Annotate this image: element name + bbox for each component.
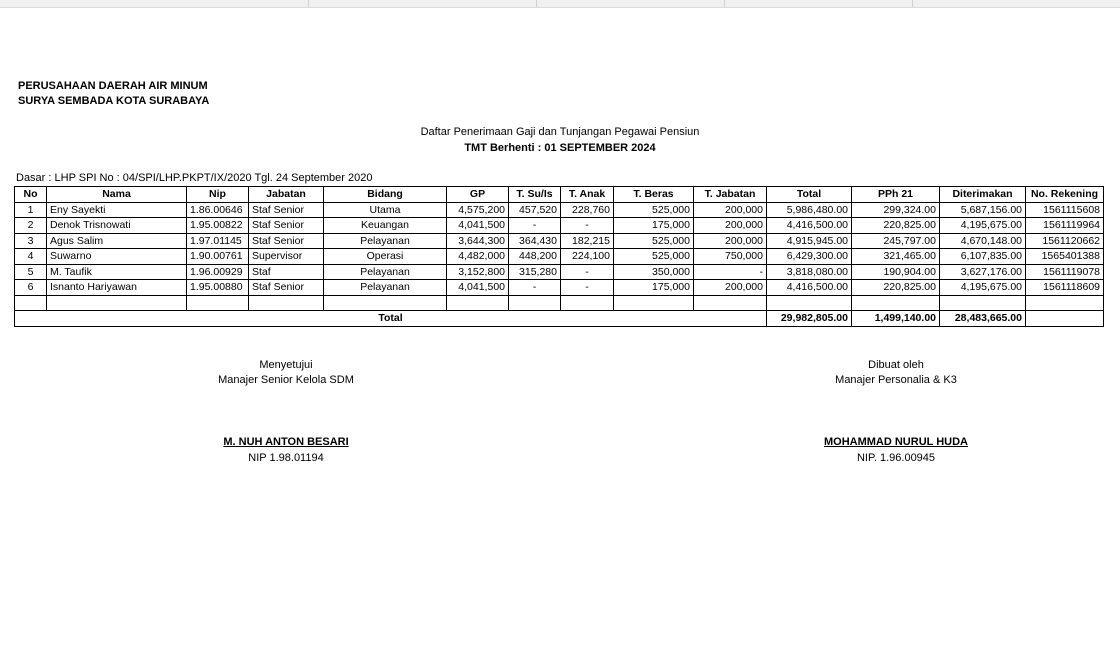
cell-t-beras: 175,000 (614, 280, 694, 296)
cell-nama: Suwarno (47, 249, 187, 265)
cell-bidang: Pelayanan (324, 264, 447, 280)
cell-jabatan: Staf Senior (249, 218, 324, 234)
cell-t-beras: 350,000 (614, 264, 694, 280)
cell-total: 4,416,500.00 (767, 218, 852, 234)
cell-nama: Eny Sayekti (47, 202, 187, 218)
cell-t-anak: - (561, 280, 614, 296)
cell-pph21: 190,904.00 (852, 264, 940, 280)
table-row (15, 264, 1104, 280)
col-header-gp: GP (447, 187, 509, 203)
col-header-pph21: PPh 21 (852, 187, 940, 203)
col-header-nama: Nama (47, 187, 187, 203)
cell-pph21: 321,465.00 (852, 249, 940, 265)
cell-t-anak: - (561, 264, 614, 280)
cell-jabatan: Staf Senior (249, 280, 324, 296)
cell-diterimakan: 4,195,675.00 (940, 280, 1026, 296)
cell-t-su-is: 315,280 (509, 264, 561, 280)
cell-total: 3,818,080.00 (767, 264, 852, 280)
col-header-t-beras: T. Beras (614, 187, 694, 203)
approver-nip: NIP 1.98.01194 (248, 452, 324, 464)
cell-t-jabatan: 200,000 (694, 233, 767, 249)
cell-diterimakan: 6,107,835.00 (940, 249, 1026, 265)
cell-total: 6,429,300.00 (767, 249, 852, 265)
cell-jabatan: Staf Senior (249, 202, 324, 218)
col-header-diterimakan: Diterimakan (940, 187, 1026, 203)
table-row (15, 249, 1104, 265)
cell-no-rekening: 1561119964 (1026, 218, 1104, 234)
preparer-nip: NIP. 1.96.00945 (856, 452, 936, 464)
cell-gp: 4,041,500 (447, 280, 509, 296)
cell-total: 4,915,945.00 (767, 233, 852, 249)
table-row (15, 280, 1104, 296)
cell-nip: 1.95.00880 (187, 280, 249, 296)
col-header-t-jabatan: T. Jabatan (694, 187, 767, 203)
col-header-jabatan: Jabatan (249, 187, 324, 203)
cell-nip: 1.97.01145 (187, 233, 249, 249)
cell-pph21: 220,825.00 (852, 218, 940, 234)
cell-nama: M. Taufik (47, 264, 187, 280)
cell-t-anak: 224,100 (561, 249, 614, 265)
cell-t-beras: 525,000 (614, 249, 694, 265)
cell-t-su-is: - (509, 280, 561, 296)
cell-t-jabatan: 200,000 (694, 202, 767, 218)
col-header-no: No (15, 187, 47, 203)
cell-t-beras: 175,000 (614, 218, 694, 234)
cell-total: 5,986,480.00 (767, 202, 852, 218)
cell-no: 1 (15, 202, 47, 218)
spreadsheet-column-strip (0, 0, 1120, 8)
cell-nip: 1.86.00646 (187, 202, 249, 218)
cell-bidang: Operasi (324, 249, 447, 265)
col-header-no-rekening: No. Rekening (1026, 187, 1104, 203)
table-header-row (15, 187, 1104, 203)
cell-pph21: 245,797.00 (852, 233, 940, 249)
cell-jabatan: Supervisor (249, 249, 324, 265)
cell-gp: 4,482,000 (447, 249, 509, 265)
cell-no: 3 (15, 233, 47, 249)
col-header-total: Total (767, 187, 852, 203)
total-diterimakan: 28,483,665.00 (940, 311, 1026, 327)
cell-nip: 1.96.00929 (187, 264, 249, 280)
cell-no-rekening: 1561119078 (1026, 264, 1104, 280)
cell-no-rekening: 1561118609 (1026, 280, 1104, 296)
table-row (15, 233, 1104, 249)
cell-no: 2 (15, 218, 47, 234)
total-row (15, 311, 1104, 327)
total-pph21: 1,499,140.00 (852, 311, 940, 327)
cell-t-beras: 525,000 (614, 233, 694, 249)
approver-name: M. NUH ANTON BESARI (223, 436, 349, 448)
legal-basis-note: Dasar : LHP SPI No : 04/SPI/LHP.PKPT/IX/2020 Tgl. 24 September 2020 (16, 172, 373, 184)
cell-diterimakan: 5,687,156.00 (940, 202, 1026, 218)
total-label: Total (15, 311, 767, 327)
cell-diterimakan: 4,670,148.00 (940, 233, 1026, 249)
cell-t-anak: 228,760 (561, 202, 614, 218)
cell-nama: Agus Salim (47, 233, 187, 249)
company-name-line1: PERUSAHAAN DAERAH AIR MINUM (18, 80, 208, 92)
approver-label: Menyetujui (259, 359, 313, 371)
cell-gp: 4,041,500 (447, 218, 509, 234)
cell-nama: Denok Trisnowati (47, 218, 187, 234)
cell-t-beras: 525,000 (614, 202, 694, 218)
document-subtitle: TMT Berhenti : 01 SEPTEMBER 2024 (464, 142, 656, 154)
cell-t-su-is: 364,430 (509, 233, 561, 249)
cell-gp: 3,152,800 (447, 264, 509, 280)
table-row (15, 218, 1104, 234)
cell-t-anak: - (561, 218, 614, 234)
cell-t-su-is: 448,200 (509, 249, 561, 265)
cell-t-jabatan: 750,000 (694, 249, 767, 265)
cell-pph21: 299,324.00 (852, 202, 940, 218)
table-row (15, 202, 1104, 218)
cell-t-anak: 182,215 (561, 233, 614, 249)
preparer-name: MOHAMMAD NURUL HUDA (823, 436, 968, 448)
cell-bidang: Pelayanan (324, 233, 447, 249)
cell-t-su-is: 457,520 (509, 202, 561, 218)
approver-position: Manajer Senior Kelola SDM (218, 374, 354, 386)
cell-pph21: 220,825.00 (852, 280, 940, 296)
cell-t-jabatan: 200,000 (694, 280, 767, 296)
total-amount: 29,982,805.00 (767, 311, 852, 327)
cell-no-rekening: 1561115608 (1026, 202, 1104, 218)
col-header-nip: Nip (187, 187, 249, 203)
cell-bidang: Utama (324, 202, 447, 218)
col-header-t-su-is: T. Su/Is (509, 187, 561, 203)
cell-diterimakan: 3,627,176.00 (940, 264, 1026, 280)
col-header-bidang: Bidang (324, 187, 447, 203)
cell-jabatan: Staf Senior (249, 233, 324, 249)
cell-no-rekening: 1565401388 (1026, 249, 1104, 265)
company-name-line2: SURYA SEMBADA KOTA SURABAYA (18, 95, 210, 107)
salary-table (14, 186, 1104, 327)
preparer-position: Manajer Personalia & K3 (835, 374, 957, 386)
cell-total: 4,416,500.00 (767, 280, 852, 296)
cell-gp: 4,575,200 (447, 202, 509, 218)
col-header-t-anak: T. Anak (561, 187, 614, 203)
cell-bidang: Pelayanan (324, 280, 447, 296)
cell-no: 5 (15, 264, 47, 280)
cell-diterimakan: 4,195,675.00 (940, 218, 1026, 234)
cell-gp: 3,644,300 (447, 233, 509, 249)
cell-nama: Isnanto Hariyawan (47, 280, 187, 296)
cell-t-jabatan: - (694, 264, 767, 280)
cell-no: 4 (15, 249, 47, 265)
cell-t-su-is: - (509, 218, 561, 234)
cell-no-rekening: 1561120662 (1026, 233, 1104, 249)
empty-row (15, 295, 1104, 311)
cell-bidang: Keuangan (324, 218, 447, 234)
cell-nip: 1.95.00822 (187, 218, 249, 234)
cell-no: 6 (15, 280, 47, 296)
cell-t-jabatan: 200,000 (694, 218, 767, 234)
document-title: Daftar Penerimaan Gaji dan Tunjangan Pegawai Pensiun (420, 126, 700, 138)
total-empty-cell (1026, 311, 1104, 327)
cell-nip: 1.90.00761 (187, 249, 249, 265)
preparer-label: Dibuat oleh (868, 359, 924, 371)
cell-jabatan: Staf (249, 264, 324, 280)
